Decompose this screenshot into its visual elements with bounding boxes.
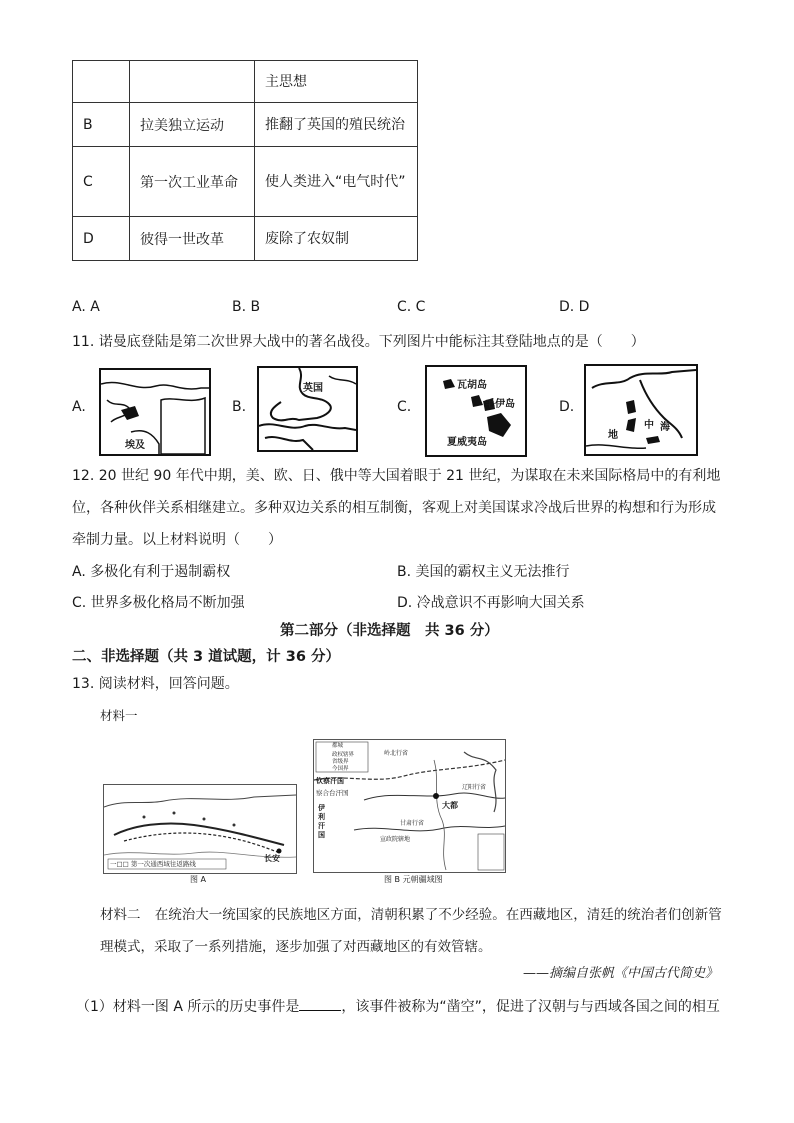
map-d-drawing bbox=[586, 366, 696, 454]
figure-b-region: 察合台汗国 bbox=[316, 789, 349, 797]
material1-label: 材料一 bbox=[100, 708, 138, 723]
figure-b-region: 甘肃行省 bbox=[400, 820, 425, 827]
map-a-drawing bbox=[101, 370, 209, 454]
map-option-a bbox=[99, 368, 211, 456]
figure-b-map bbox=[313, 739, 506, 873]
figure-a-legend: 一□□ 第一次通西域往返路线 bbox=[110, 860, 196, 868]
q13-sub1-before: （1）材料一图 A 所示的历史事件是 bbox=[76, 999, 300, 1015]
figure-b-region: 伊利汗国 bbox=[318, 804, 325, 839]
q11-label-a: A. bbox=[72, 399, 86, 415]
q10-option-c: C. C bbox=[397, 299, 426, 315]
figure-b-region: 宣政院辖地 bbox=[380, 836, 411, 843]
figure-b-region: 钦察汗国 bbox=[316, 777, 344, 785]
figure-a-map bbox=[103, 784, 297, 874]
part2-title: 第二部分（非选择题 共 36 分） bbox=[280, 623, 499, 639]
material2-text: 在统治大一统国家的民族地区方面，清朝积累了不少经验。在西藏地区，清廷的统治者们创新管理模式，采取了一系列措施，逐步加强了对西藏地区的有效管辖。 bbox=[100, 907, 722, 955]
table-cell-event: 拉美独立运动 bbox=[130, 103, 255, 147]
q11-stem: 11. 诺曼底登陆是第二次世界大战中的著名战役。下列图片中能标注其登陆地点的是（ ） bbox=[72, 334, 645, 350]
q12-option-d: D. 冷战意识不再影响大国关系 bbox=[397, 595, 585, 611]
figure-b-region: 大都 bbox=[442, 801, 458, 810]
q13-stem: 13. 阅读材料，回答问题。 bbox=[72, 676, 239, 692]
table-cell-impact: 使人类进入“电气时代” bbox=[255, 147, 418, 217]
table-cell-impact: 推翻了英国的殖民统治 bbox=[255, 103, 418, 147]
figure-b-legend-3: 今国界 bbox=[332, 766, 349, 772]
q10-option-d: D. D bbox=[559, 299, 590, 315]
q13-sub1-after: ，该事件被称为“凿空”，促进了汉朝与与西域各国之间的相互 bbox=[341, 999, 720, 1015]
material2-block bbox=[100, 899, 730, 963]
figure-a-place: 长安 bbox=[264, 854, 280, 863]
map-d-label-di: 地 bbox=[608, 430, 618, 441]
answer-blank[interactable] bbox=[299, 998, 341, 1011]
map-option-b bbox=[257, 366, 358, 452]
q10-option-b: B. B bbox=[232, 299, 261, 315]
q11-label-d: D. bbox=[559, 399, 575, 415]
table-row bbox=[73, 61, 418, 103]
table-cell-event: 彼得一世改革 bbox=[130, 217, 255, 261]
q10-options-table bbox=[72, 60, 418, 261]
q12-option-b: B. 美国的霸权主义无法推行 bbox=[397, 564, 570, 580]
q10-option-a: A. A bbox=[72, 299, 100, 315]
map-b-label: 英国 bbox=[303, 383, 323, 394]
table-cell-letter: D bbox=[73, 217, 130, 261]
figure-b-legend-1: 政权辖界 bbox=[332, 752, 355, 758]
section2-title: 二、非选择题（共 3 道试题，计 36 分） bbox=[72, 649, 340, 665]
q12-option-c: C. 世界多极化格局不断加强 bbox=[72, 595, 245, 611]
figure-a-caption: 图 A bbox=[190, 875, 207, 884]
map-option-d bbox=[584, 364, 698, 456]
q12-stem: 12. 20 世纪 90 年代中期，美、欧、日、俄中等大国着眼于 21 世纪，为谋取在未来国际格局中的有利地位，各种伙伴关系相继建立。多种双边关系的相互制衡，客观上对美国谋求冷战后世界的构想和行为形成牵制力量。以上材料说明（ ） bbox=[72, 468, 721, 548]
table-row bbox=[73, 217, 418, 261]
q12-option-a: A. 多极化有利于遏制霸权 bbox=[72, 564, 231, 580]
table-cell-letter bbox=[73, 61, 130, 103]
table-cell-impact: 主思想 bbox=[255, 61, 418, 103]
table-cell-event bbox=[130, 61, 255, 103]
map-c-label-hawaii: 夏威夷岛 bbox=[447, 437, 487, 448]
map-c-label-maui: 毛伊岛 bbox=[485, 399, 515, 410]
material2-source: ——摘编自张帆《中国古代简史》 bbox=[522, 966, 718, 981]
map-c-label-oahu: 瓦胡岛 bbox=[457, 380, 487, 391]
map-a-label: 埃及 bbox=[125, 440, 145, 451]
q13-sub1 bbox=[76, 996, 720, 1016]
material2-label: 材料二 bbox=[100, 907, 141, 923]
figure-b-legend-2: 省级界 bbox=[332, 759, 349, 765]
table-cell-letter: C bbox=[73, 147, 130, 217]
map-d-label-hai: 海 bbox=[660, 422, 670, 433]
q11-label-c: C. bbox=[397, 399, 412, 415]
table-row bbox=[73, 147, 418, 217]
map-d-label-zhong: 中 bbox=[644, 420, 654, 431]
figure-b-legend-0: 都城 bbox=[332, 743, 344, 749]
table-cell-impact: 废除了农奴制 bbox=[255, 217, 418, 261]
figure-b-caption: 图 B 元朝疆域图 bbox=[384, 875, 443, 884]
figure-b-region: 岭北行省 bbox=[384, 750, 409, 757]
figure-b-region: 辽阳行省 bbox=[462, 784, 487, 791]
table-cell-event: 第一次工业革命 bbox=[130, 147, 255, 217]
map-option-c bbox=[425, 365, 527, 457]
q11-label-b: B. bbox=[232, 399, 247, 415]
table-row bbox=[73, 103, 418, 147]
table-cell-letter: B bbox=[73, 103, 130, 147]
